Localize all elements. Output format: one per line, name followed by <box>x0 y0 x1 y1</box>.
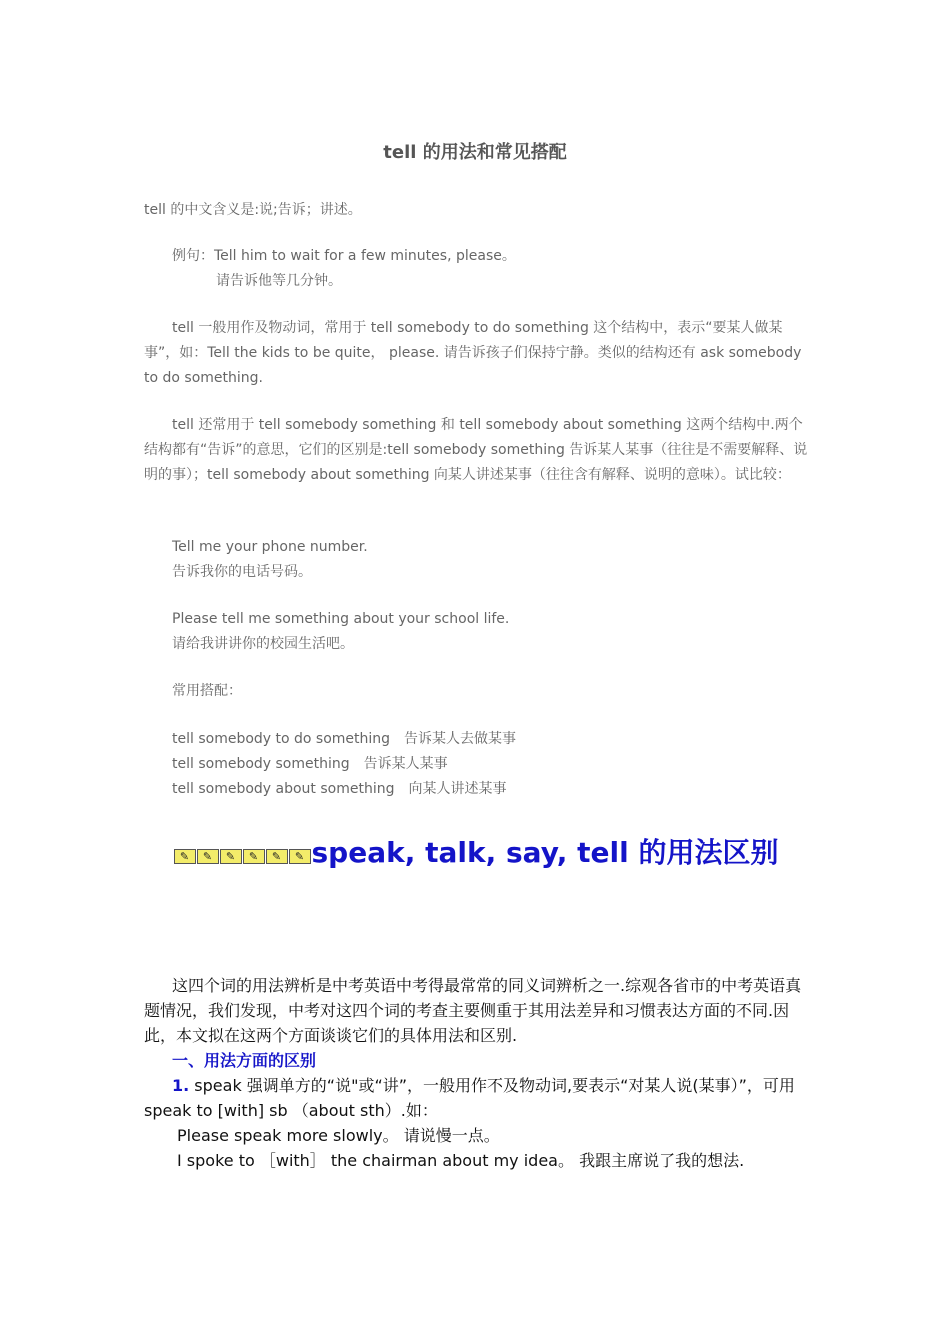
item-1 <box>144 1073 808 1123</box>
example-1-en: 例句：Tell him to wait for a few minutes, please。 <box>172 248 516 264</box>
compare-example-2 <box>172 607 808 657</box>
pencil-icon: ✎ <box>289 849 311 864</box>
pencil-icon: ✎ <box>220 849 242 864</box>
paragraph-2: tell 还常用于 tell somebody something 和 tell somebody about something 这两个结构中.两个结构都有“告诉”的意思，它们的区别是:tell somebody something 告诉某人某事（往往是不需要解释、说明的事）；tell somebody about something 向某人讲述某事（往往含有解释、说明的意味）。试比较： <box>144 417 808 483</box>
example-line: Please speak more slowly。 请说慢一点。 <box>177 1126 500 1145</box>
item-1-text: speak 强调单方的“说"或“讲”，一般用作不及物动词,要表示“对某人说(某事）”，可用 speak to [with] sb （about sth）.如： <box>144 1076 795 1120</box>
section-heading <box>144 828 808 879</box>
pencil-icon: ✎ <box>266 849 288 864</box>
collocations-label: 常用搭配： <box>172 683 242 699</box>
paragraph-1: tell 一般用作及物动词，常用于 tell somebody to do something 这个结构中，表示“要某人做某事”，如：Tell the kids to be quite， please. 请告诉孩子们保持宁静。类似的结构还有 ask somebody to do something. <box>144 320 802 386</box>
example-1 <box>172 244 808 294</box>
page-title: tell 的用法和常见搭配 <box>383 142 567 163</box>
pencil-icon: ✎ <box>197 849 219 864</box>
compare-1-en: Tell me your phone number. <box>172 539 368 555</box>
section-1-title: 一、用法方面的区别 <box>172 1051 317 1070</box>
paragraph-3: 这四个词的用法辨析是中考英语中考得最常常的同义词辨析之一.综观各省市的中考英语真题情况，我们发现，中考对这四个词的考查主要侧重于其用法差异和习惯表达方面的不同.因此，本文拟在这两个方面谈谈它们的具体用法和区别. <box>144 976 802 1045</box>
collocations-list <box>172 727 808 802</box>
compare-2-en: Please tell me something about your school life. <box>172 611 510 627</box>
intro-text: tell 的中文含义是:说;告诉；讲述。 <box>144 202 362 218</box>
collocation-item: tell somebody something 告诉某人某事 <box>172 756 448 772</box>
collocation-item: tell somebody about something 向某人讲述某事 <box>172 781 507 797</box>
compare-2-zh: 请给我讲讲你的校园生活吧。 <box>172 636 354 652</box>
pencil-icon: ✎ <box>174 849 196 864</box>
section-heading-text: speak, talk, say, tell 的用法区别 <box>311 836 779 869</box>
example-line: I spoke to ［with］ the chairman about my idea。 我跟主席说了我的想法. <box>177 1151 745 1170</box>
pencil-icons <box>174 826 312 876</box>
item-1-number: 1. <box>172 1076 190 1095</box>
example-1-zh: 请告诉他等几分钟。 <box>216 273 342 289</box>
compare-example-1 <box>172 535 808 585</box>
compare-1-zh: 告诉我你的电话号码。 <box>172 564 312 580</box>
collocation-item: tell somebody to do something 告诉某人去做某事 <box>172 731 517 747</box>
item-1-examples <box>144 1123 808 1173</box>
pencil-icon: ✎ <box>243 849 265 864</box>
